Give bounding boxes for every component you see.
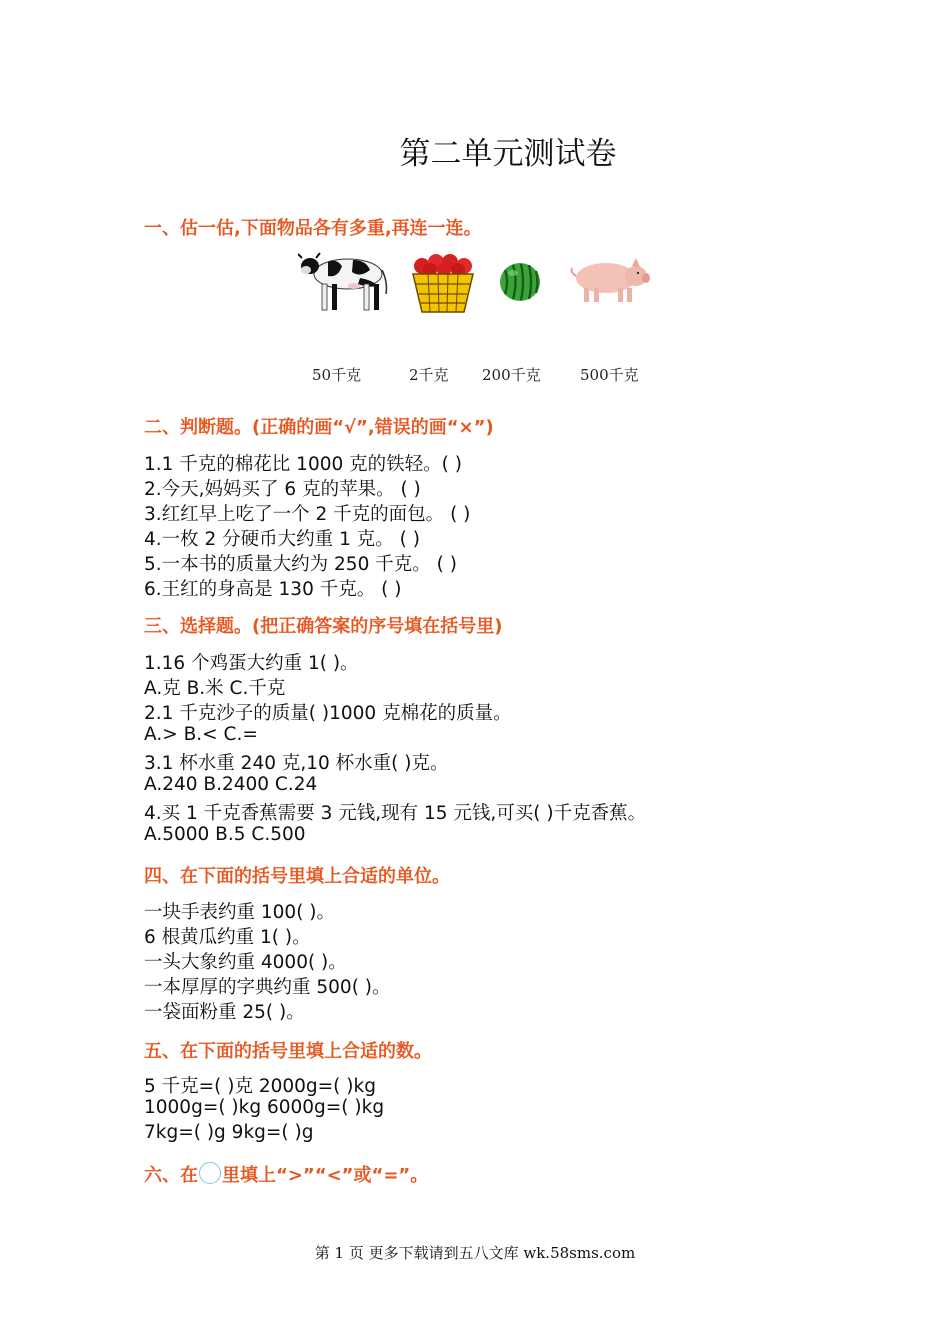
cow-image	[298, 248, 390, 314]
number-fill-item: 5 千克=( )克 2000g=( )kg	[144, 1076, 376, 1097]
page-title: 第二单元测试卷	[399, 136, 617, 172]
judge-item: 3.红红早上吃了一个 2 千克的面包。 ( )	[144, 504, 471, 525]
section-5-heading: 五、在下面的括号里填上合适的数。	[144, 1041, 432, 1062]
unit-fill-item: 一块手表约重 100( )。	[144, 902, 336, 923]
judge-item: 4.一枚 2 分硬币大约重 1 克。 ( )	[144, 529, 420, 550]
number-fill-item: 1000g=( )kg 6000g=( )kg	[144, 1097, 385, 1118]
unit-fill-item: 一头大象约重 4000( )。	[144, 952, 347, 973]
basket-of-tomatoes-image	[410, 252, 476, 314]
page-footer: 第 1 页 更多下载请到五八文库 wk.58sms.com	[314, 1244, 636, 1262]
unit-option: 500千克	[580, 366, 639, 384]
section-3-heading: 三、选择题。(把正确答案的序号填在括号里)	[144, 616, 503, 637]
circle-icon	[199, 1162, 221, 1184]
choice-question: 3.1 杯水重 240 克,10 杯水重( )克。	[144, 753, 449, 774]
section-2-heading: 二、判断题。(正确的画“√”,错误的画“×”)	[144, 417, 494, 438]
choice-question: 1.16 个鸡蛋大约重 1( )。	[144, 653, 359, 674]
judge-item: 6.王红的身高是 130 千克。 ( )	[144, 579, 402, 600]
unit-option: 2千克	[409, 366, 449, 384]
judge-item: 2.今天,妈妈买了 6 克的苹果。 ( )	[144, 479, 421, 500]
judge-item: 1.1 千克的棉花比 1000 克的铁轻。( )	[144, 454, 462, 475]
choice-options: A.5000 B.5 C.500	[144, 824, 306, 845]
section-1-heading: 一、估一估,下面物品各有多重,再连一连。	[144, 218, 482, 239]
unit-fill-item: 一袋面粉重 25( )。	[144, 1002, 305, 1023]
choice-options: A.克 B.米 C.千克	[144, 678, 286, 699]
number-fill-item: 7kg=( )g 9kg=( )g	[144, 1122, 314, 1143]
unit-option: 200千克	[482, 366, 541, 384]
judge-item: 5.一本书的质量大约为 250 千克。 ( )	[144, 554, 457, 575]
unit-option: 50千克	[312, 366, 362, 384]
choice-question: 2.1 千克沙子的质量( )1000 克棉花的质量。	[144, 703, 512, 724]
choice-question: 4.买 1 千克香蕉需要 3 元钱,现有 15 元钱,可买( )千克香蕉。	[144, 803, 647, 824]
choice-options: A.240 B.2400 C.24	[144, 774, 318, 795]
section-6-heading-end: 里填上“>”“<”或“=”。	[222, 1165, 429, 1186]
section-6-heading	[144, 1161, 428, 1187]
choice-options: A.> B.< C.=	[144, 724, 258, 745]
section-4-heading: 四、在下面的括号里填上合适的单位。	[144, 866, 450, 887]
unit-fill-item: 6 根黄瓜约重 1( )。	[144, 927, 311, 948]
unit-fill-item: 一本厚厚的字典约重 500( )。	[144, 977, 391, 998]
section-6-heading-start: 六、在	[144, 1165, 198, 1186]
watermelon-image	[499, 262, 541, 302]
pig-image	[566, 256, 650, 304]
